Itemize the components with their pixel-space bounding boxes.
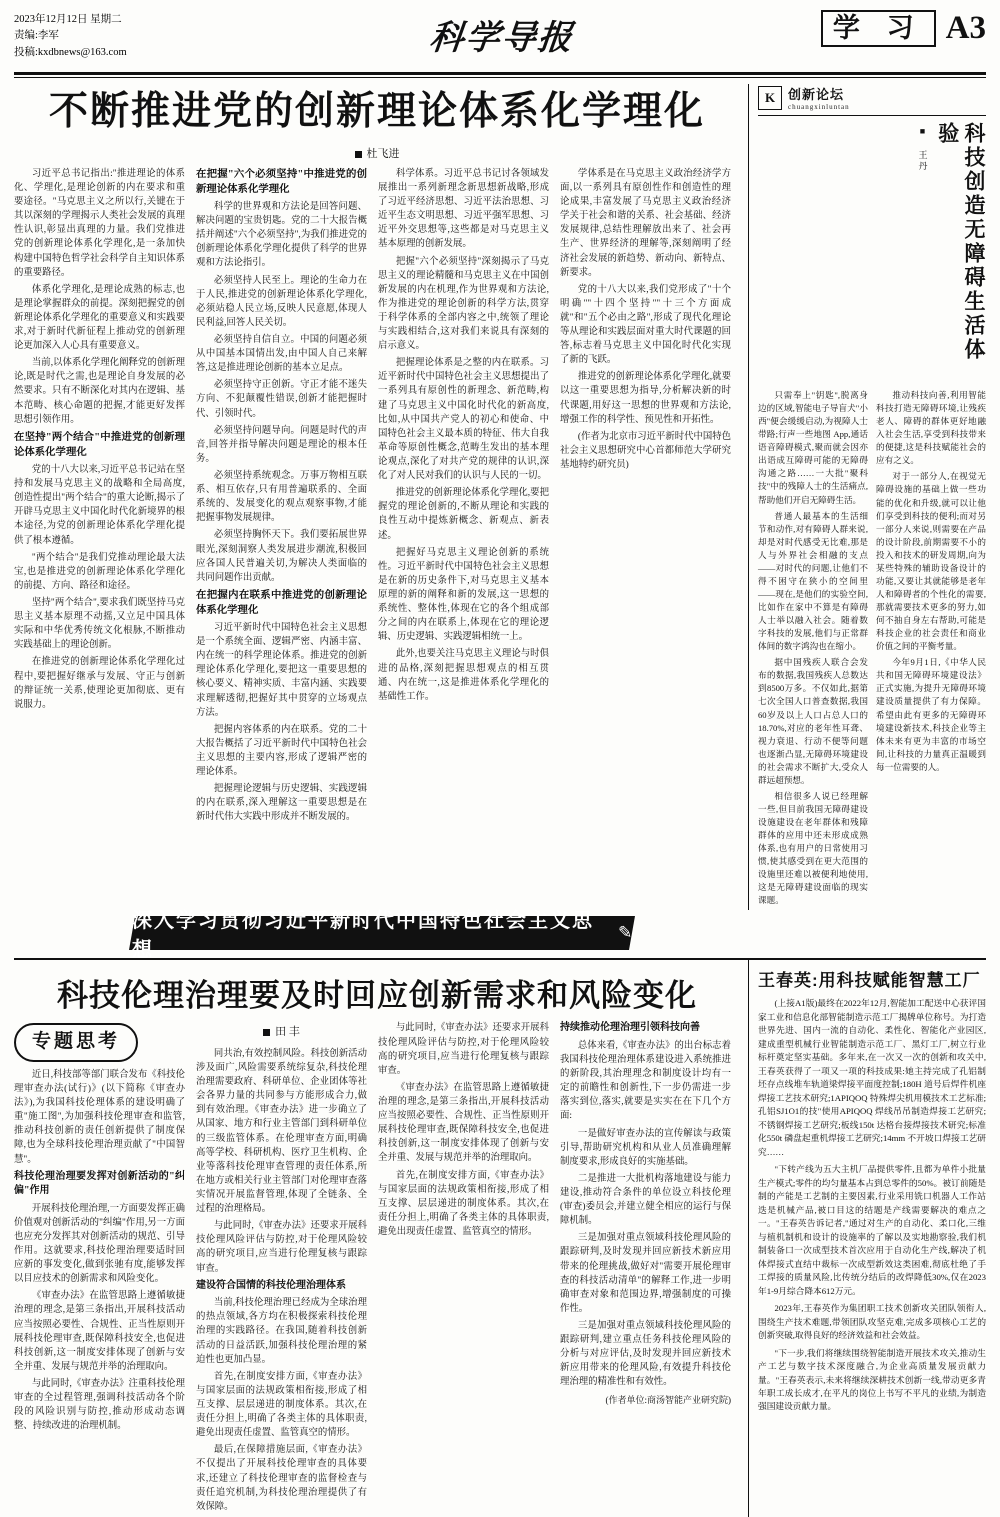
forum-pinyin: chuangxinluntan (788, 103, 850, 111)
bottom-right-article (749, 960, 986, 1516)
paragraph: 与此同时,《审查办法》还要求开展科技伦理风险评估与防控,对于伦理风险较高的研究项目,应当进行伦理复核与跟踪审查。 (196, 1221, 367, 1274)
paragraph: 坚持"两个结合",要求我们既坚持马克思主义基本原理不动摇,又立足中国具体实际和中华优秀传统文化根脉,不断推动实践基础上的理论创新。 (14, 597, 185, 651)
paragraph: 把握内容体系的内在联系。党的二十大报告概括了习近平新时代中国特色社会主义思想的主要内容,形成了逻辑严密的理论体系。 (196, 724, 367, 778)
forum-vertical-title: 科技创造无障碍生活体验 (935, 122, 985, 362)
byline-marker-icon (263, 1029, 270, 1036)
lead-column-3 (378, 167, 549, 828)
paragraph: 推进党的创新理论体系化学理化,就要以这一重要思想为指导,分析解决新的时代课题,用好这一思想的世界观和方法论,增强工作的科学性、预见性和开拓性。 (560, 372, 731, 425)
forum-logo-icon: K (758, 86, 782, 110)
masthead-info (14, 8, 184, 61)
topic-tag: 专题思考 (14, 1023, 138, 1062)
bottom-subheading-3: 持续推动伦理治理引领科技向善 (560, 1022, 700, 1034)
lead-column-2 (196, 167, 367, 828)
bottom-columns (14, 1021, 740, 1516)
paragraph: 党的十八大以来,我们党形成了"十个明确""十四个坚持""十三个方面成就"和"五个必由之路",形成了现代化理论等从理论和实践层面对重大时代课题的回答,标志着马克思主义中国化时代化实现了新的飞跃。 (560, 284, 731, 366)
paragraph: 必须坚持人民至上。理论的生命力在于人民,推进党的创新理论体系化学理化,必须站稳人民立场,反映人民意愿,体现人民利益,回答人民关切。 (196, 275, 367, 328)
lead-column-4 (560, 167, 731, 828)
paragraph: 体系化学理化,是理论成熟的标志,也是理论掌握群众的前提。深刻把握党的创新理论体系化学理化的重要意义和实践要求,对于新时代新征程上推动党的创新理论更加深入人心具有重要意义。 (14, 284, 185, 352)
paragraph: 只需奉上"钥匙",脱离身边的区域,智能电子导盲犬"小西"便会缓缓启动,为视障人士带路;行声一些地图 App,通话语音障碍模式,聚而就会因亦出语成互障碍可能的无障碍沟通之路……一大批"聚科技"中的残障人士的生活痛点,帮助他们开启无障碍生活。 (758, 390, 868, 505)
paragraph: 习近平新时代中国特色社会主义思想是一个系统全面、逻辑严密、内涵丰富、内在统一的科学理论体系。推进党的创新理论体系化学理化,要把这一重要思想的核心要义、精神实质、丰富内涵、实践要求理解透彻,把握好其中贯穿的立场观点方法。 (196, 623, 367, 718)
forum-body-col-1 (758, 389, 868, 910)
bottom-right-headline: 王春英:用科技赋能智慧工厂 (758, 971, 981, 991)
lead-byline (14, 145, 740, 161)
lead-article (14, 84, 749, 910)
paragraph: 开展科技伦理治理,一方面要发挥正确价值观对创新活动的"纠编"作用,另一方面也应充分发挥其对创新活动的规范、引导作用。这就要求,科技伦理治理要适时回应新的事发变化,做到张驰有度,能够发挥以目应技术的创新需求和风险变化。 (14, 1203, 185, 1285)
bottom-area (14, 960, 986, 1516)
bottom-subheading-1: 科技伦理治理要发挥对创新活动的"纠偏"作用 (14, 1170, 185, 1197)
bottom-column-3 (378, 1021, 549, 1516)
campaign-banner (129, 910, 635, 962)
masthead-rule-thick (14, 72, 986, 75)
paragraph: (作者为北京市习近平新时代中国特色社会主义思想研究中心首都师范大学研究基地特约研究员) (560, 431, 731, 471)
paragraph: 把握"六个必须坚持"深刻揭示了马克思主义的理论精髓和马克思主义在中国创新发展的内在机理,作为世界观和方法论,作为推进党的理论创新的科学方法,贯穿于科学体系的全部内容之中,统领了理论与实践相结合,这对我们来说具有深刻的启示意义。 (378, 256, 549, 352)
paragraph: 党的十八大以来,习近平总书记站在坚持和发展马克思主义的战略和全局高度,创造性提出"两个结合"的重大论断,揭示了开辟马克思主义中国化时代化新境界的根本途径,为党的创新理论体系化学理化提供了根本遵循。 (14, 464, 185, 546)
paragraph: 学体系是在马克思主义政治经济学方面,以一系列具有原创性作和创造性的理论成果,丰富发展了马克思主义政治经济学关于社会和谐的关系、社会基础、经济发展规律,总结性理解放出来了、社会再生产、世界经济的理解等,深刻阐明了经济社会发展的新趋势、新动向、新特点、新要求。 (560, 168, 731, 278)
paragraph: 《审查办法》在监管思路上遵循敏捷治理的理念,是第三条指出,开展科技活动应当按照必要性、合规性、正当性原则开展科技伦理审查,既保障科技安全,也促进科技创新,这一制度安排体现了创新与安全并重、发展与规范并举的治理取向。 (378, 1082, 549, 1164)
paragraph: 当前,以体系化学理化阐释党的创新理论,既是时代之需,也是理论自身发展的必然要求。只有不断深化对其内在逻辑、基本范畴、核心命题的把握,才能更好发挥思想引领作用。 (14, 358, 185, 425)
paragraph: 《审查办法》在监管思路上遵循敏捷治理的理念,是第三条指出,开展科技活动应当按照必要性、合规性、正当性原则开展科技伦理审查,既保障科技安全,也促进科技创新,这一制度安排体现了创新与安全并重、发展与规范并举的治理取向。 (14, 1291, 185, 1372)
paragraph: 必须坚持问题导向。问题是时代的声音,回答并指导解决问题是理论的根本任务。 (196, 425, 367, 464)
paragraph: 最后,在保障措施层面,《审查办法》不仅提出了开展科技伦理审查的具体要求,还建立了科技伦理审查的监督检查与责任追究机制,为科技伦理治理提供了有效保障。 (196, 1445, 367, 1512)
paragraph: 必须坚持自信自立。中国的问题必须从中国基本国情出发,由中国人自己来解答,这是推进理论创新的基本立足点。 (196, 334, 367, 374)
paragraph: 总体来看,《审查办法》的出台标志着我国科技伦理治理体系建设进入系统推进的新阶段,其治理理念和制度设计均有一定的前瞻性和创新性,下一步仍需进一步落实到位,落实,就要是实实在在下几个方面: (560, 1040, 731, 1122)
paragraph: 把握理论逻辑与历史逻辑、实践逻辑的内在联系,深入理解这一重要思想是在新时代伟大实践中形成并不断发展的。 (196, 784, 367, 823)
publication-date: 2023年12月12日 星期二 (14, 14, 122, 25)
paragraph: 普通人最基本的生活细节和动作,对有障碍人群来说,却是对时代感受无比难,那是人与外界社会相融的支点——对时代的问题,让他们不得不困守在狭小的空间里——现在,是他们的实验空间,比如作在家中不算是有障碍人士举以融入社会。随着数字科技的发展,他们与正常群体间的数字鸿沟也在缩小。 (758, 510, 868, 652)
paragraph: 必须坚持胸怀天下。我们要拓展世界眼光,深刻洞察人类发展进步潮流,积极回应各国人民普遍关切,为解决人类面临的共同问题作出贡献。 (196, 530, 367, 583)
lead-byline-name: 杜飞进 (366, 147, 400, 160)
paragraph: 习近平总书记指出:"推进理论的体系化、学理化,是理论创新的内在要求和重要途径。"马克思主义之所以行,关键在于其以深刻的学理揭示人类社会发展的真理性认识,彰显出真理的力量。我们党推进党的创新理论体系化学理化,是一条加快构建中国特色哲学社会科学自主知识体系的重要路径。 (14, 168, 185, 278)
bottom-column-2 (196, 1021, 367, 1516)
paragraph: 三是加强对重点领域科技伦理风险的跟踪研判,建立重点任务科技伦理风险的分析与对应评估,及时发现并回应新技术新应用带来的伦理风险,有效提升科技伦理治理的精准性和有效性。 (560, 1321, 731, 1388)
paragraph: 科学体系。习近平总书记讨各领域发展推出一系列新理念新思想新战略,形成了习近平经济思想、习近平法治思想、习近平生态文明思想、习近平强军思想、习近平外交思想等,这些都是对马克思主义基本原理的创新发展。 (378, 168, 549, 250)
paragraph: 必须坚持守正创新。守正才能不迷失方向、不犯颠覆性错误,创新才能把握时代、引领时代。 (196, 380, 367, 419)
editor-line: 责编:李军 (14, 30, 59, 42)
masthead-rule-thin (14, 77, 986, 78)
byline-marker-icon (355, 151, 362, 158)
paragraph: "两个结合"是我们党推动理论最大法宝,也是推进党的创新理论体系化学理化的前提、方向、路径和途径。 (14, 552, 185, 591)
masthead (14, 8, 986, 70)
top-area (14, 84, 986, 910)
paragraph: 相信很多人说已经理解一些,但目前我国无障碍建设设施建设在老年群体和残障群体的应用中还未形成成熟体系,也有用户的日常使用习惯,使其感受到在更大范围的设施里还难以被便利地使用,这是无障碍建设面临的现实课题。 (758, 790, 868, 906)
paragraph: 近日,科技部等部门联合发布《科技伦理审查办法(试行)》(以下简称《审查办法》),为我国科技伦理体系的建设明确了重"施工图",为加强科技伦理审查和监管,推动科技创新的责任创新提供了制度保障,也为全球科技伦理治理贡献了"中国智慧"。 (14, 1069, 185, 1165)
forum-title-group (788, 84, 850, 111)
paragraph: "下转产线为五大主机厂品提供零件,且都为单件小批量生产模式;零件的均匀量基本占到总零件的50%。被订前随是制的产能是工艺制的主要因素,行业采用铣口机器人工作站迭是机械产品,被口目这的结题是产线需要解决的难点之一。"王春英告诉记者,"通过对生产的自动化、柔口化,三维与植机制机和设计的设施率的了解以及实地勘察验,我们机制装备口一次成型技术首次应用于自动化生产线,解决了机体焊接式直结中裁标一次成型新效这类困难,彻底杜绝了手工焊接的质量风险,比传统分结后的改焊降低30%,仅在2023年1-9月综合降本612万元。 (758, 1164, 986, 1296)
bottom-headline: 科技伦理治理要及时回应创新需求和风险变化 (57, 978, 697, 1014)
bottom-byline-name: 田 丰 (275, 1026, 300, 1039)
forum-rule (758, 115, 986, 116)
paragraph: 把握好马克思主义理论创新的系统性。习近平新时代中国特色社会主义思想是在新的历史条件下,对马克思主义基本原理的新的阐释和新的发展,这一思想的系统性、整体性,体现在它的各个组成部分之间的内在联系上,体现在它的理论逻辑、历史逻辑、实践逻辑相统一上。 (378, 547, 549, 643)
paragraph: 首先,在制度安排方面,《审查办法》与国家层面的法规政策相衔接,形成了相互支撑、层层递进的制度体系。其次,在责任分担上,明确了各类主体的具体职责,避免出现责任虚置、监管真空的情形。 (196, 1371, 367, 1439)
forum-title: 创新论坛 (788, 87, 845, 102)
paragraph: 此外,也要关注马克思主义理论与时俱进的品格,深刻把握思想观点的相互贯通、内在统一,这是推进体系化学理化的基础性工作。 (378, 649, 549, 702)
bottom-article (14, 960, 749, 1516)
page-number: A3 (945, 10, 986, 47)
paragraph: 今年9月1日,《中华人民共和国无障碍环境建设法》正式实施,为提升无障碍环境建设质量提供了有力保障。希望由此有更多的无障碍环境建设新技术,科技企业等主体未来有更为丰富的市场空间,让科技的力量真正温暖到每一位需要的人。 (876, 657, 986, 772)
forum-body-columns (758, 389, 986, 910)
section-label: 学 习 (821, 10, 936, 47)
paragraph: 必须坚持系统观念。万事万物相互联系、相互依存,只有用普遍联系的、全面系统的、发展变化的观点观察事物,才能把握事物发展规律。 (196, 470, 367, 524)
lead-subheading-1: 在坚持"两个结合"中推进党的创新理论体系化学理化 (14, 431, 185, 458)
paragraph: 在推进党的创新理论体系化学理化过程中,要把握好继承与发展、守正与创新的辩证统一关系,使理论更加彻底、更有说服力。 (14, 657, 185, 710)
paragraph: (上接A1版)最终在2022年12月,智能加工配送中心获评国家工业和信息化部智能制造示范工厂揭牌单位称号。为打造世界先进、国内一流的自动化、柔性化、智能化产业园区,建成重型机械行业智能制造示范工厂、黑灯工厂,树立行业标杆奠定坚实基础。多年来,在一次又一次的创新和攻关中,王春英获得了一项又一项的科技成果:她主持完成了孔铝制坯存点线堆车轨道梁焊接平面度控制;180H 道号后焊件机座焊接工艺技术研究;1APIQOQ 特殊焊尖机用模技术工艺标准;孔铝SJ1O1的技"使用APIQOQ 焊线吊吊制造焊接工艺研究;不锈钢焊接工艺研究;板线150t 达格台接焊接技术研究;标准化550t 磷盘起重机焊接工艺研究;14mm 不开坡口焊接工艺研究…… (758, 998, 986, 1157)
bottom-credit: (作者单位:商汤智能产业研究院) (605, 1394, 731, 1405)
publication-title: 科学导报 (428, 20, 576, 57)
masthead-right (821, 8, 986, 47)
paragraph: 据中国残疾人联合会发布的数据,我国残疾人总数达到8500万多。不仅如此,据第七次全国人口普查数据,我国60岁及以上人口占总人口的18.70%,对应的老年性耳聋、视力衰退、行动不便等问题也逐渐凸显,无障碍环境建设的社会需求不断扩大,受众人群远超预想。 (758, 657, 868, 785)
paragraph: 二是推进一大批机构落地建设与能力建设,推动符合条件的单位设立科技伦理(审查)委员会,并建立健全相应的运行与保障机制。 (560, 1173, 731, 1227)
paragraph: "下一步,我们将继续围绕智能制造开展技术攻关,推动生产工艺与数字技术深度融合,为企业高质量发展贡献力量。"王春英表示,未来将继续深耕技术创新一线,带动更多青年职工成长成才,在平凡的岗位上书写不平凡的业绩,为制造强国建设贡献力量。 (758, 1347, 986, 1412)
paragraph: 对于一部分人,在视觉无障碍设施的基础上做一些功能的优化和升级,就可以让他们享受到科技的便利;而对另一部分人来说,则需要在产品的设计阶段,前期需要不小的投入和技术的研发周期,向为某些特殊的辅助设备设计的功能,又要让其就能够是老年人和障碍者的个性化的需要,那就需要技术更多的努力,如何不抽自身左右帮助,可能是科技企业的社会责任和商业价值之间的平衡考量。 (876, 471, 986, 652)
bottom-column-1 (14, 1021, 185, 1516)
paragraph: 与此同时,《审查办法》还要求开展科技伦理风险评估与防控,对于伦理风险较高的研究项目,应当进行伦理复核与跟踪审查。 (378, 1023, 549, 1076)
bottom-byline (196, 1024, 367, 1041)
forum-vertical-title-wrap (758, 122, 986, 381)
paragraph: 2023年,王春英作为集团职工技术创新攻关团队领衔人,围绕生产技术难题,带领团队攻坚克难,完成多项核心工艺的创新突破,取得良好的经济效益和社会效益。 (758, 1303, 986, 1341)
forum-byline: ■ 王丹 (917, 126, 928, 172)
forum-header (758, 84, 986, 111)
lead-subheading-2: 在把握"六个必须坚持"中推进党的创新理论体系化学理化 (196, 168, 367, 195)
lead-columns (14, 167, 740, 828)
paragraph: 首先,在制度安排方面,《审查办法》与国家层面的法规政策相衔接,形成了相互支撑、层层递进的制度体系。其次,在责任分担上,明确了各类主体的具体职责,避免出现责任虚置、监管真空的情形。 (378, 1170, 549, 1237)
forum-body-col-2 (876, 389, 986, 910)
paragraph: 科学的世界观和方法论是回答问题、解决问题的宝贵钥匙。党的二十大报告概括并阐述"六个必须坚持",为我们推进党的创新理论体系化学理化提供了科学的世界观和方法论指引。 (196, 202, 367, 269)
forum-column (749, 84, 986, 910)
paragraph: 三是加强对重点领域科技伦理风险的跟踪研判,及时发现并回应新技术新应用带来的伦理挑战,做好对"需要开展伦理审查的科技活动清单"的解释工作,进一步明确审查对象和范围边界,增强制度的可操作性。 (560, 1233, 731, 1314)
paragraph: 与此同时,《审查办法》注重科技伦理审查的全过程管理,强调科技活动各个阶段的风险识别与防控,推动形成动态调整、持续改进的治理机制。 (14, 1379, 185, 1432)
submission-email: 投稿:kxdbnews@163.com (14, 46, 127, 58)
paragraph: 一是做好审查办法的宣传解读与政策引导,帮助研究机构和从业人员准确理解制度要求,形成良好的实施基础。 (560, 1128, 731, 1167)
lead-subheading-3: 在把握内在联系中推进党的创新理论体系化学理化 (196, 589, 367, 616)
paragraph: 把握理论体系是之整的内在联系。习近平新时代中国特色社会主义思想提出了一系列具有原创性的新理念、新范畴,构建了马克思主义中国化时代化的新高度,比如,从中国共产党人的初心和使命、中国特色社会主义最本质的特征、伟大自我革命等原创性概念,范畴生发出的基本理论观点,深化了对共产党的规律的认识,深化了对人民对我们的认识与人民的一切。 (378, 358, 549, 482)
paragraph: 推进党的创新理论体系化学理化,要把握党的理论创新的,不断从理论和实践的良性互动中提炼新概念、新观点、新表述。 (378, 488, 549, 541)
bottom-right-body (758, 997, 986, 1414)
lead-column-1 (14, 167, 185, 828)
bottom-subheading-2: 建设符合国情的科技伦理治理体系 (196, 1279, 346, 1291)
campaign-banner-text: 深入学习贯彻习近平新时代中国特色社会主义思想 (132, 910, 594, 962)
pen-icon: ✎ (617, 923, 632, 943)
paragraph: 同共治,有效控制风险。科技创新活动涉及面广,风险需要系统综复杂,科技伦理治理需要政府、科研单位、企业团体等社会各界力量的共同参与方能形成合力,做到有效治理。《审查办法》进一步确立了从国家、地方和行业主管部门到科研单位的三级监管体系。在伦理审查方面,明确高等学校、科研机构、医疗卫生机构、企业等落科技伦理审查管理的责任体系,所在地方或相关行业主管部门对伦理审查落实情况开展监督管理,体现了全链条、全过程的治理格局。 (196, 1048, 367, 1215)
lead-headline: 不断推进党的创新理论体系化学理化 (48, 90, 705, 133)
bottom-column-4 (560, 1021, 731, 1516)
paragraph: 当前,科技伦理治理已经成为全球治理的热点领域,各方均在积极探索科技伦理治理的实践路径。在我国,随着科技创新活动的日益活跃,加强科技伦理治理的紧迫性也更加凸显。 (196, 1298, 367, 1365)
paragraph: 推动科技向善,利用智能科技打造无障碍环境,让残疾老人、障碍的群体更好地融入社会生活,享受到科技带来的便捷,这是科技赋能社会的应有之义。 (876, 390, 986, 466)
masthead-center (184, 8, 821, 59)
